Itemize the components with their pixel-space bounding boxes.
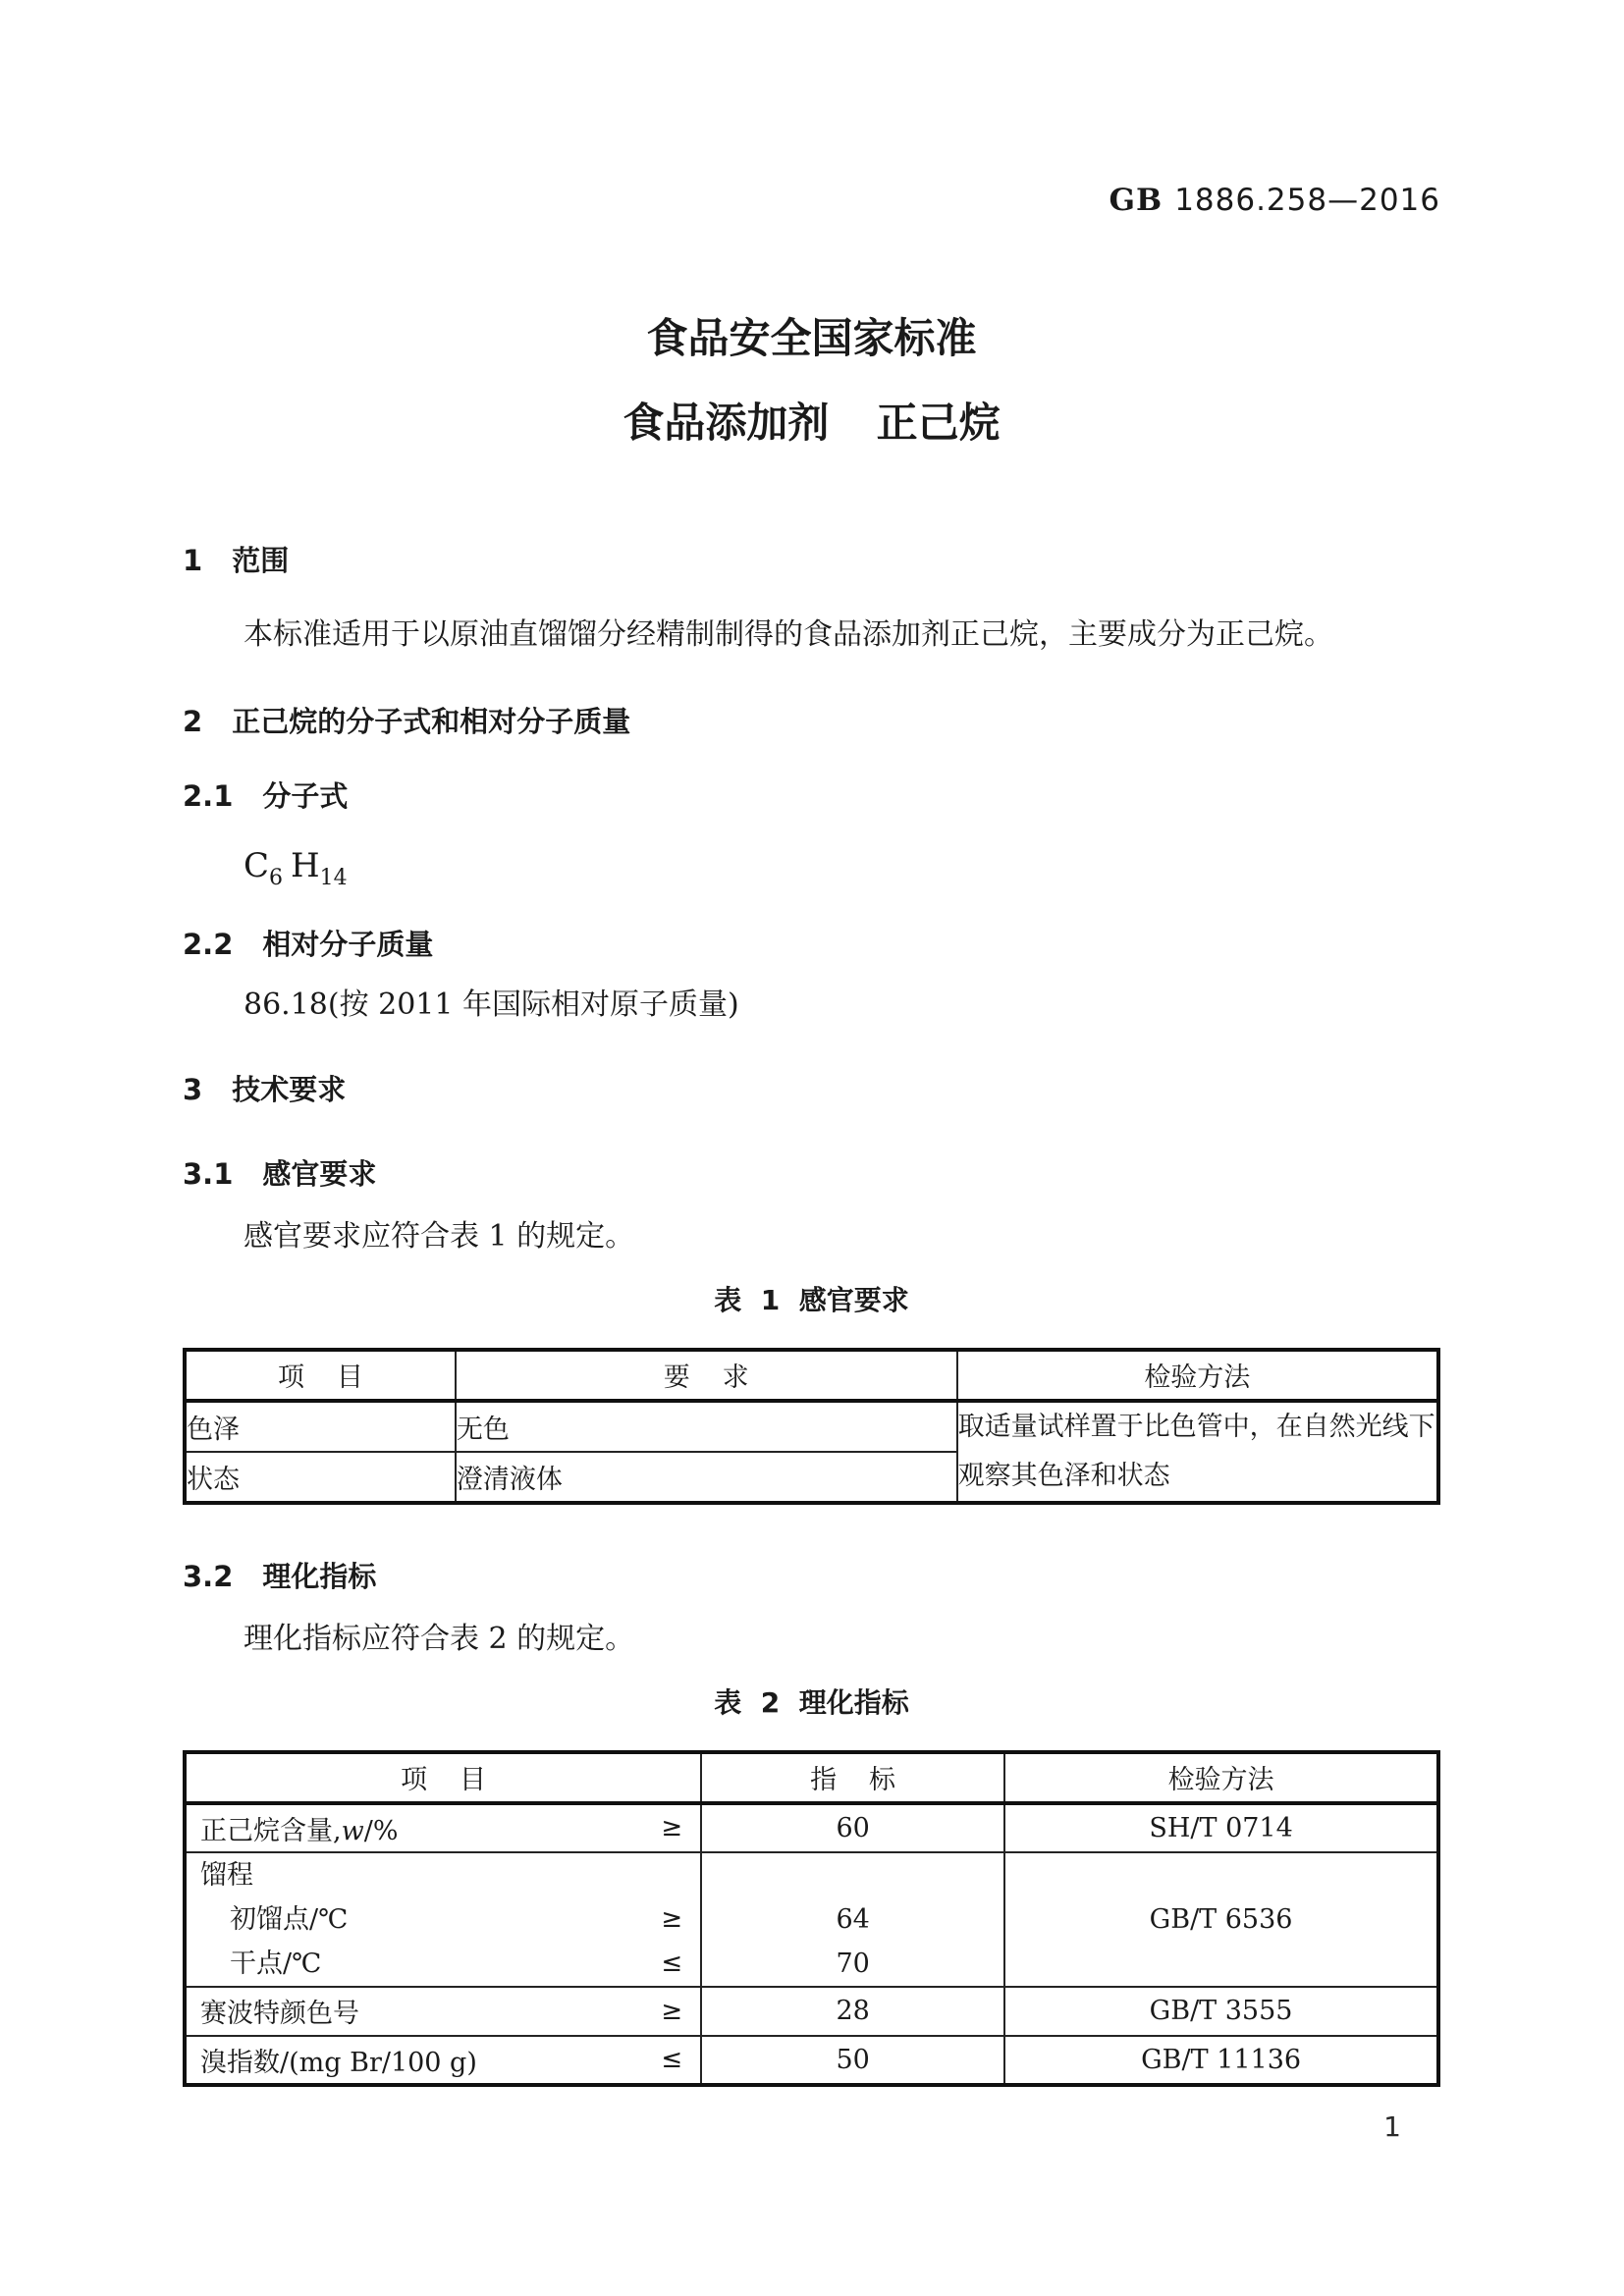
item-with-relation: [187, 2041, 700, 2079]
value-cell: 28: [701, 1987, 1004, 2036]
section-heading-molecular-mass: [183, 928, 1440, 961]
section-heading-physchem: [183, 1560, 1440, 1593]
requirement-cell: 澄清液体: [456, 1452, 957, 1503]
document-title: 食品安全国家标准: [646, 314, 977, 362]
standard-code-number: 1886.258—2016: [1174, 183, 1440, 218]
scope-paragraph: 本标准适用于以原油直馏馏分经精制制得的食品添加剂正己烷，主要成分为正己烷。: [244, 617, 1333, 652]
item-with-relation: [187, 1809, 700, 1847]
relation-symbol: ≤: [661, 1948, 683, 1978]
value-cell: [701, 1852, 1004, 1987]
method-cell: GB/T 3555: [1004, 1987, 1438, 2036]
table1-header-row: [185, 1350, 1438, 1401]
table2-row-bromine: [185, 2036, 1438, 2085]
section-number: 3.2: [183, 1559, 234, 1593]
table2-header-row: [185, 1752, 1438, 1803]
method-cell: GB/T 11136: [1004, 2036, 1438, 2085]
table1-header-item: 项 目: [185, 1350, 456, 1401]
formula-element-c: C: [244, 846, 270, 885]
section-heading-sensory: [183, 1157, 1440, 1191]
table2-row-distillation: [185, 1852, 1438, 1987]
standard-code: [183, 183, 1440, 218]
item-label: [200, 1809, 398, 1847]
item-with-relation: [187, 1942, 700, 1986]
value-line: 70: [836, 1948, 870, 1979]
method-cell: GB/T 6536: [1004, 1852, 1438, 1987]
formula-element-h: H: [291, 846, 320, 885]
requirement-cell: 无色: [456, 1401, 957, 1452]
section-number: 3: [183, 1072, 203, 1106]
section-heading-molecular-formula: [183, 779, 1440, 813]
formula-subscript-c: 6: [269, 865, 284, 890]
method-cell: SH/T 0714: [1004, 1803, 1438, 1852]
standard-code-prefix: GB: [1109, 183, 1164, 218]
section-heading-scope: [183, 544, 1440, 577]
value-cell: 60: [701, 1803, 1004, 1852]
table1-caption: 表 1 感官要求: [714, 1283, 909, 1316]
item-label: 溴指数/(mg Br/100 g): [200, 2047, 477, 2078]
item-text: 正己烷含量,: [200, 1815, 342, 1846]
document-subtitle: 食品添加剂 正己烷: [623, 399, 1001, 447]
item-unit: /%: [363, 1815, 399, 1846]
relation-symbol: ≤: [661, 2045, 683, 2075]
value-cell: 50: [701, 2036, 1004, 2085]
section-title: 正己烷的分子式和相对分子质量: [232, 705, 631, 738]
section-number: 2.1: [183, 779, 234, 813]
table1-row-color: [185, 1401, 1438, 1452]
table2-row-saybolt: [185, 1987, 1438, 2036]
relation-symbol: ≥: [661, 1813, 683, 1843]
value-spacer: [702, 1853, 1003, 1897]
molecular-mass-value: 86.18(按 2011 年国际相对原子质量): [244, 987, 739, 1022]
page-content: [183, 0, 1440, 2143]
section-title: 技术要求: [232, 1072, 347, 1106]
value-line: 64: [836, 1903, 870, 1935]
relation-symbol: ≥: [661, 1903, 683, 1934]
section-number: 2: [183, 705, 203, 738]
formula-subscript-h: 14: [319, 865, 348, 890]
item-cell: [185, 1803, 701, 1852]
section-title: 分子式: [262, 779, 349, 813]
item-with-relation: [187, 1992, 700, 2030]
table1-header-method: 检验方法: [957, 1350, 1438, 1401]
physchem-paragraph: 理化指标应符合表 2 的规定。: [244, 1621, 635, 1656]
item-label: 赛波特颜色号: [200, 1999, 359, 2030]
item-with-relation: [187, 1897, 700, 1942]
section-number: 2.2: [183, 927, 234, 961]
table2-header-indicator: 指 标: [701, 1752, 1004, 1803]
section-heading-technical: [183, 1073, 1440, 1106]
section-number: 1: [183, 544, 203, 577]
sensory-paragraph: 感官要求应符合表 1 的规定。: [244, 1218, 635, 1254]
page-number: 1: [1383, 2109, 1401, 2143]
item-cell: [185, 1852, 701, 1987]
item-symbol-w: w: [341, 1815, 364, 1846]
table2-header-item: 项 目: [185, 1752, 701, 1803]
table1-header-requirement: 要 求: [456, 1350, 957, 1401]
section-title: 感官要求: [262, 1156, 377, 1191]
item-cell: 色泽: [185, 1401, 456, 1452]
method-cell: 取适量试样置于比色管中，在自然光线下观察其色泽和状态: [957, 1401, 1438, 1503]
relation-symbol: ≥: [661, 1996, 683, 2026]
molecular-formula: [183, 846, 1440, 898]
section-heading-formula: [183, 705, 1440, 738]
table2-header-method: 检验方法: [1004, 1752, 1438, 1803]
item-label: 干点/℃: [230, 1948, 322, 1979]
section-number: 3.1: [183, 1156, 234, 1191]
item-cell: 状态: [185, 1452, 456, 1503]
item-label: 初馏点/℃: [230, 1903, 349, 1935]
physchem-indicators-table: [183, 1750, 1440, 2087]
table2-caption: 表 2 理化指标: [714, 1685, 909, 1719]
item-cell: [185, 2036, 701, 2085]
sensory-requirements-table: [183, 1348, 1440, 1505]
item-cell: [185, 1987, 701, 2036]
group-label: 馏程: [200, 1859, 253, 1891]
table2-row-hexane-content: [185, 1803, 1438, 1852]
section-title: 范围: [232, 544, 290, 577]
section-title: 相对分子质量: [262, 927, 434, 961]
section-title: 理化指标: [262, 1559, 377, 1593]
